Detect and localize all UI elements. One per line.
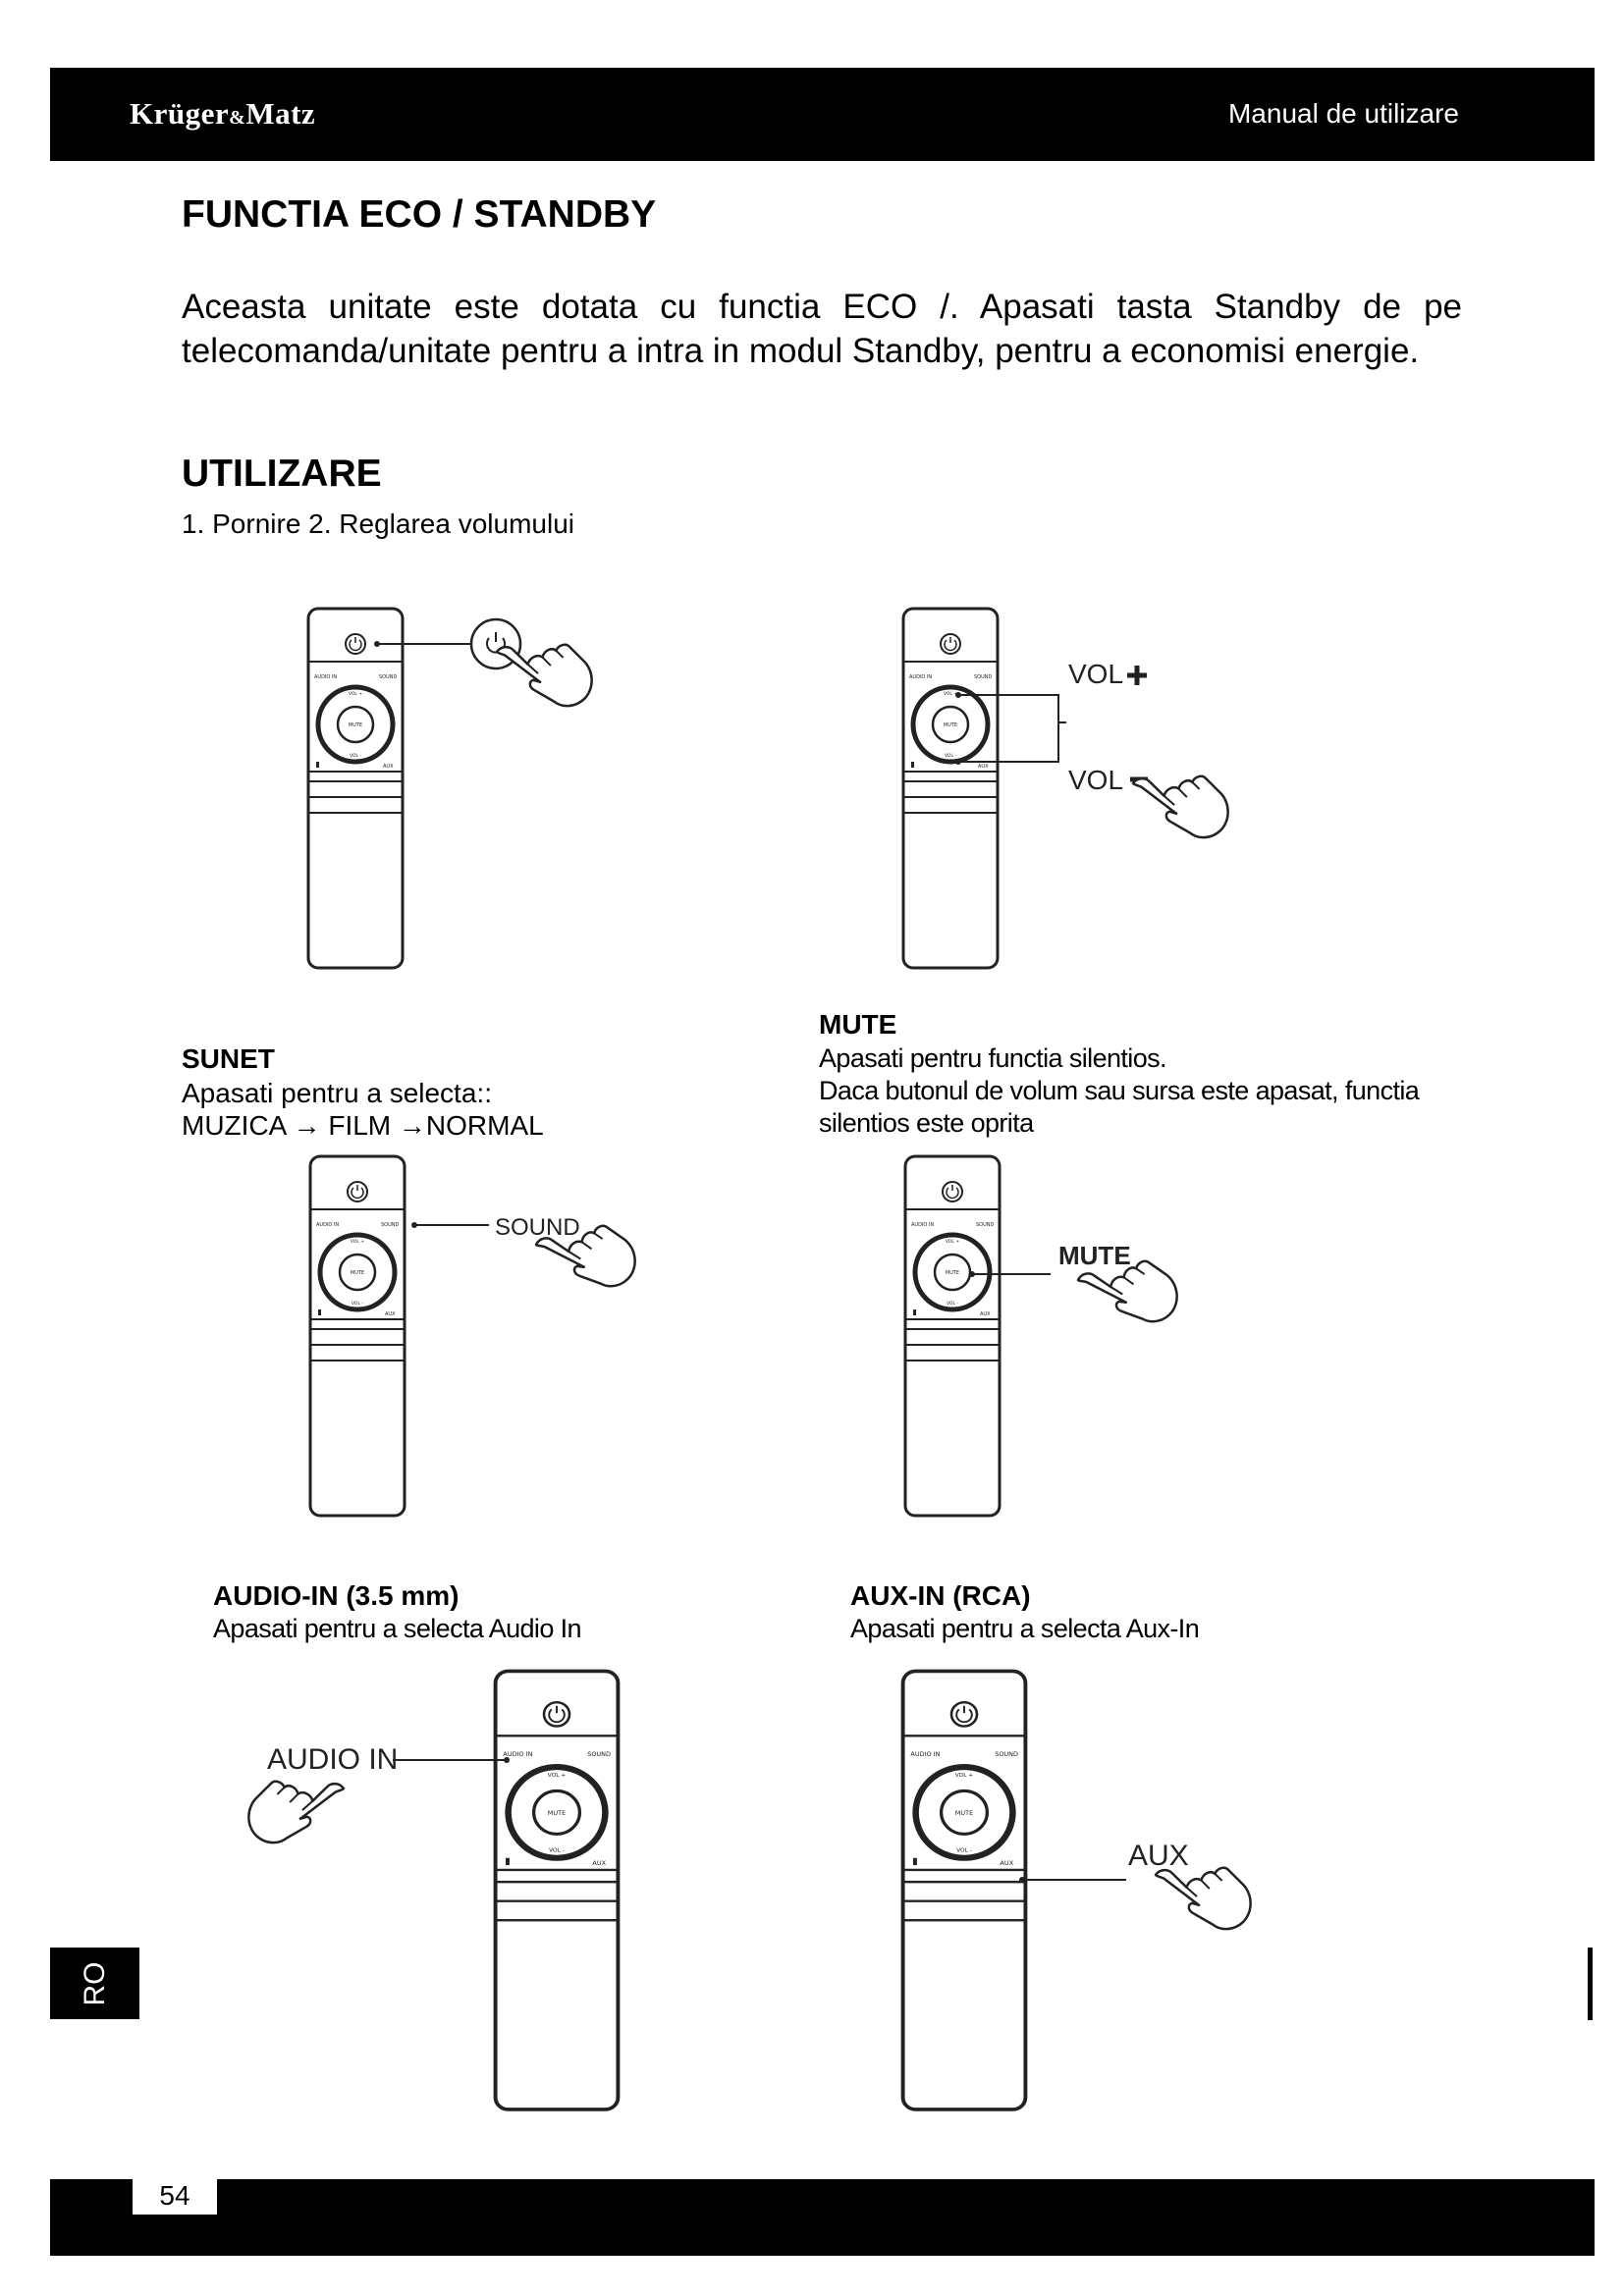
- mute-line3: silentios este oprita: [819, 1108, 1034, 1138]
- aux-label: AUX: [1128, 1840, 1189, 1872]
- mute-line2: Daca butonul de volum sau sursa este apasat, functia: [819, 1076, 1420, 1105]
- audio-in-title: AUDIO-IN (3.5 mm): [213, 1580, 460, 1611]
- aux-in-title: AUX-IN (RCA): [850, 1580, 1031, 1611]
- right-edge-marker: [1588, 1948, 1593, 2020]
- eco-paragraph: Aceasta unitate este dotata cu functia ECO /. Apasati tasta Standby de pe telecomanda/unitate pentru a intra in modul Standby, pentru a economisi energie.: [182, 288, 1462, 370]
- usage-title: UTILIZARE: [182, 453, 382, 495]
- mute-label: MUTE: [1058, 1241, 1131, 1270]
- remote-aux-figure: [900, 1669, 1273, 2120]
- eco-title: FUNCTIA ECO / STANDBY: [182, 193, 657, 236]
- remote-mute-figure: [903, 1154, 1218, 1527]
- sunet-line1: Apasati pentru a selecta::: [182, 1078, 492, 1108]
- page-number: 54: [159, 2180, 190, 2211]
- sunet-line2: MUZICA → FILM →NORMAL: [182, 1110, 544, 1141]
- remote-audio-in-figure: [265, 1669, 638, 2120]
- footer-bar: [50, 2179, 1595, 2256]
- remote-sound-figure: [308, 1154, 623, 1527]
- manual-title: Manual de utilizare: [1227, 98, 1459, 129]
- sunet-title: SUNET: [182, 1043, 275, 1074]
- mute-title: MUTE: [819, 1009, 897, 1040]
- brand-logo: Krüger&Matz: [130, 96, 316, 131]
- audio-in-text: Apasati pentru a selecta Audio In: [213, 1614, 581, 1643]
- sound-label: SOUND: [495, 1214, 580, 1241]
- aux-in-text: Apasati pentru a selecta Aux-In: [850, 1614, 1200, 1643]
- remote-power-figure: [306, 607, 601, 972]
- vol-up-label: VOL: [1068, 659, 1124, 689]
- vol-down-label: VOL: [1068, 765, 1124, 795]
- usage-subtitle: 1. Pornire 2. Reglarea volumului: [182, 508, 574, 539]
- remote-volume-figure: [901, 607, 1216, 972]
- audio-in-label: AUDIO IN: [267, 1743, 399, 1776]
- language-side-tab: RO: [50, 1948, 139, 2019]
- mute-line1: Apasati pentru functia silentios.: [819, 1043, 1166, 1073]
